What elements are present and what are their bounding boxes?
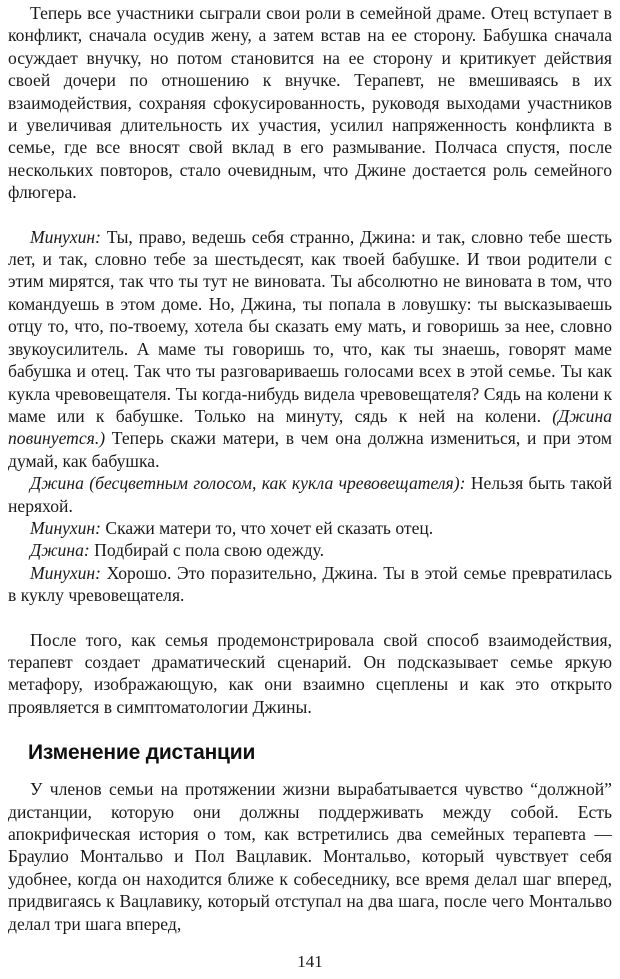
dialog-line-minuchin-1 — [8, 226, 612, 472]
speaker-label: Минухин: — [30, 562, 101, 583]
spacer — [8, 204, 612, 226]
speaker-label: Минухин: — [30, 517, 101, 538]
dialog-text: Подбирай с пола свою одежду. — [89, 540, 324, 561]
paragraph-after-dialog: После того, как семья продемонстрировала свой способ взаимодействия, терапевт создает драматический сценарий. Он подсказывает семье яркую метафору, изображающую, как они взаимно сцеплены и как это открыто проявляется в симптоматологии Джины. — [8, 629, 612, 717]
section-heading: Изменение дистанции — [28, 741, 256, 765]
dialog-text: Ты, право, ведешь себя странно, Джина: и так, словно тебе шесть лет, и так, словно тебе за шестьдесят, как твоей бабушке. И твои родители с этим мирятся, так что ты тут не виновата. Ты абсолютно не виновата в том, что командуешь в этом доме. Но, Джина, ты попала в ловушку: ты высказываешь отцу то, что, по-твоему, хотела бы сказать ему мать, и говоришь за нее, словно звукоусилитель. А маме ты говоришь то, что, как ты знаешь, говорят маме бабушка и отец. Так что ты разговариваешь голосами всех в этой семье. Ты как кукла чревовещателя. Ты когда-нибудь видела чревовещателя? Сядь на колени к маме или к бабушке. Только на минуту, сядь к ней на колени. — [8, 226, 612, 426]
paragraph-intro: Теперь все участники сыграли свои роли в семейной драме. Отец вступает в конфликт, сначала осудив жену, а затем встав на ее сторону. Бабушка сначала осуждает внучку, но потом становится на ее сторону и критикует действия своей дочери по отношению к внучке. Терапевт, не вмешиваясь в их взаимодействия, сохраняя сфокусированность, руководя выходами участников и увеличивая длительность их участия, усилил напряженность конфликта в семье, где все вносят свой вклад в его размывание. Полчаса спустя, после нескольких повторов, стало очевидным, что Джине достается роль семейного флюгера. — [8, 3, 612, 203]
dialog-text: Хорошо. Это поразительно, Джина. Ты в этой семье превратилась в куклу чревовещателя. — [8, 562, 612, 606]
paragraph-distance: У членов семьи на протяжении жизни вырабатывается чувство “должной” дистанции, которую они должны поддерживать между собой. Есть апокрифическая история о том, как встретились два семейных терапевта — Браулио Монтальво и Пол Вацлавик. Монтальво, который чувствует себя удобнее, когда он находится ближе к собеседнику, все время делал шаг вперед, придвигаясь к Вацлавику, который отступал на два шага, после чего Монтальво делал три шага вперед, — [8, 779, 612, 934]
stage-direction: (Джина повинуется.) — [8, 405, 612, 449]
page-number: 141 — [297, 952, 323, 971]
dialog-text: Нельзя быть такой неряхой. — [8, 473, 613, 516]
dialog-text: Скажи матери то, что хочет ей сказать отец. — [100, 517, 434, 538]
dialog-line-minuchin-2 — [8, 517, 612, 539]
book-page — [8, 2, 612, 935]
dialog-block — [8, 226, 612, 607]
dialog-line-minuchin-3 — [8, 562, 612, 607]
speaker-label: Минухин: — [30, 226, 101, 247]
speaker-label: Джина (бесцветным голосом, как кукла чревовещателя): — [30, 473, 466, 494]
dialog-text: Теперь скажи матери, в чем она должна измениться, и при этом думай, как бабушка. — [8, 428, 612, 471]
dialog-line-gina-1 — [8, 472, 612, 517]
spacer — [8, 607, 612, 629]
dialog-line-gina-2 — [8, 539, 612, 561]
speaker-label: Джина: — [30, 540, 90, 561]
